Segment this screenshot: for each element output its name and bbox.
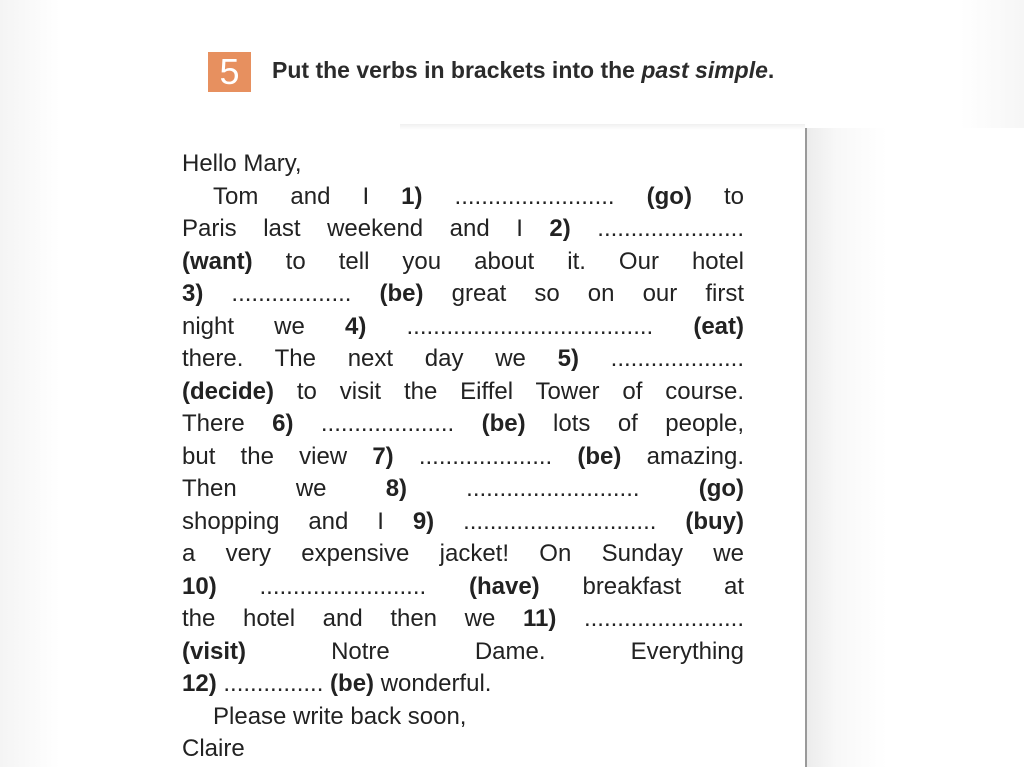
answer-gap[interactable]: .......................... <box>407 475 699 502</box>
letter-line <box>182 343 744 376</box>
answer-gap[interactable]: ............................. <box>434 507 686 535</box>
gap-number: 1) <box>401 182 423 210</box>
answer-gap[interactable]: .................... <box>578 345 745 372</box>
letter-line <box>182 181 744 214</box>
text: wonderful. <box>374 670 492 697</box>
answer-gap[interactable]: ........................ <box>422 182 647 210</box>
letter-closing: Please write back soon, <box>213 702 467 730</box>
instruction-italic: past simple <box>641 57 768 83</box>
text: Then we <box>182 475 386 502</box>
letter-line <box>182 571 744 604</box>
gap-number: 2) <box>549 215 571 242</box>
text: to <box>691 182 744 210</box>
gap-number: 12) <box>182 670 217 697</box>
text: but the view <box>182 442 373 470</box>
text: shopping and I <box>182 507 413 535</box>
text: Notre Dame. Everything <box>246 637 744 665</box>
gap-number: 10) <box>182 572 217 600</box>
verb-cue: (be) <box>577 442 622 470</box>
text: a very expensive jacket! On Sunday we <box>182 540 744 567</box>
answer-gap[interactable]: .................. <box>203 280 380 307</box>
answer-gap[interactable]: ........................ <box>556 605 744 632</box>
letter-line <box>182 311 744 344</box>
gap-number: 5) <box>557 345 579 372</box>
text: night we <box>182 312 345 340</box>
text: there. The next day we <box>182 345 558 372</box>
exercise-number-badge: 5 <box>208 52 251 92</box>
letter-line <box>182 376 744 409</box>
text: to visit the Eiffel Tower of course. <box>274 377 744 405</box>
text: Paris last weekend and I <box>182 215 550 242</box>
gap-number: 3) <box>182 280 204 307</box>
gap-number: 7) <box>372 442 394 470</box>
exercise-instruction <box>272 54 792 87</box>
answer-gap[interactable]: ............... <box>216 670 331 697</box>
text: great so on our first <box>423 280 745 307</box>
answer-gap[interactable]: .................... <box>293 410 482 437</box>
answer-gap[interactable]: .................... <box>393 442 578 470</box>
text: lots of people, <box>525 410 744 437</box>
verb-cue: (be) <box>330 670 375 697</box>
answer-gap[interactable]: ...................... <box>570 215 744 242</box>
gap-number: 4) <box>345 312 367 340</box>
verb-cue: (go) <box>698 475 745 502</box>
page-edge <box>805 128 807 767</box>
text: There <box>182 410 273 437</box>
answer-gap[interactable]: ..................................... <box>366 312 694 340</box>
letter-line <box>182 668 744 701</box>
page-edge-shadow <box>807 128 1024 767</box>
letter-text <box>182 148 744 766</box>
verb-cue: (visit) <box>182 637 247 665</box>
letter-line <box>182 441 744 474</box>
gap-number: 9) <box>412 507 435 535</box>
verb-cue: (go) <box>646 182 692 210</box>
gap-number: 6) <box>272 410 294 437</box>
text: the hotel and then we <box>182 605 523 632</box>
letter-line <box>182 278 744 311</box>
verb-cue: (eat) <box>693 312 744 340</box>
letter-line <box>182 213 744 246</box>
letter-line <box>182 636 744 669</box>
instruction-text: Put the verbs in brackets into the <box>272 57 642 83</box>
letter-line <box>182 603 744 636</box>
verb-cue: (be) <box>481 410 526 437</box>
letter-signature: Claire <box>182 735 245 762</box>
letter-line <box>182 408 744 441</box>
gap-number: 8) <box>385 475 408 502</box>
letter-line <box>182 473 744 506</box>
text: Tom and I <box>213 182 402 210</box>
text: amazing. <box>621 442 744 470</box>
answer-gap[interactable]: ......................... <box>216 572 469 600</box>
letter-line <box>182 506 744 539</box>
page-top-shadow <box>400 124 805 130</box>
verb-cue: (buy) <box>685 507 744 535</box>
gap-number: 11) <box>522 605 557 632</box>
letter-greeting: Hello Mary, <box>182 150 302 177</box>
verb-cue: (have) <box>468 572 540 600</box>
letter-line <box>182 538 744 571</box>
verb-cue: (want) <box>182 247 253 275</box>
instruction-end: . <box>767 57 775 83</box>
letter-line <box>182 246 744 279</box>
text: breakfast at <box>539 572 744 600</box>
verb-cue: (be) <box>379 280 424 307</box>
text: to tell you about it. Our hotel <box>252 247 744 275</box>
verb-cue: (decide) <box>182 377 275 405</box>
